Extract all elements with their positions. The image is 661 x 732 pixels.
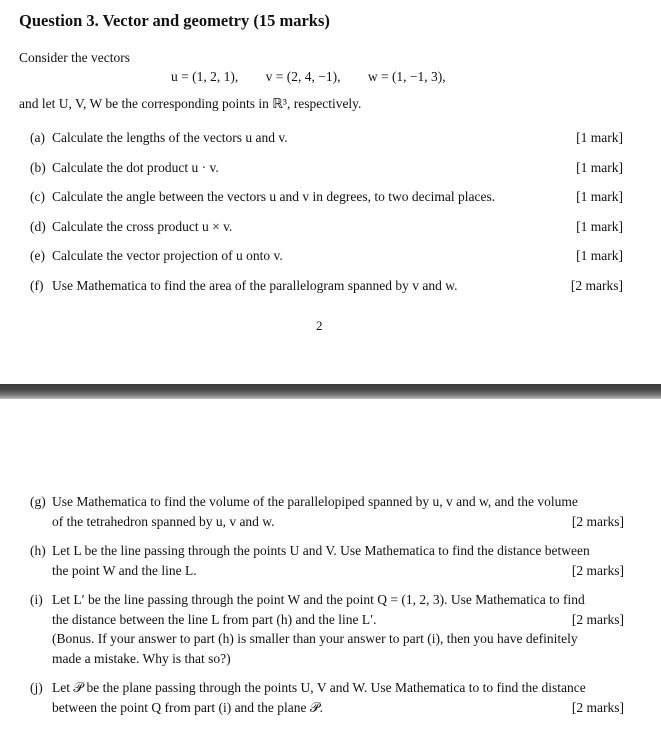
part-g-line-2: of the tetrahedron spanned by u, v and w. xyxy=(52,513,275,529)
part-d-text: Calculate the cross product u × v. xyxy=(52,219,233,234)
question-title: Question 3. Vector and geometry (15 marks) xyxy=(19,11,330,30)
part-d-marks: [1 mark] xyxy=(576,219,623,234)
part-h xyxy=(30,541,624,580)
part-j-line-1: Let 𝒫 be the plane passing through the points U, V and W. Use Mathematica to to find the distance xyxy=(52,680,586,695)
part-c-text: Calculate the angle between the vectors u and v in degrees, to two decimal places. xyxy=(52,189,496,204)
part-b-label: (b) xyxy=(30,160,46,175)
part-a-label: (a) xyxy=(30,130,45,145)
part-f-label: (f) xyxy=(30,278,44,293)
part-i xyxy=(30,590,624,668)
part-i-line-1: Let L′ be the line passing through the point W and the point Q = (1, 2, 3). Use Mathematica to find xyxy=(52,592,585,607)
part-g-line-1: Use Mathematica to find the volume of the parallelopiped spanned by u, v and w, and the volume xyxy=(52,494,578,509)
part-b-text: Calculate the dot product u · v. xyxy=(52,160,219,175)
points-text: and let U, V, W be the corresponding points in ℝ³, respectively. xyxy=(19,96,362,111)
part-e-marks: [1 mark] xyxy=(576,248,623,263)
part-d-label: (d) xyxy=(30,219,46,234)
part-j-label: (j) xyxy=(30,680,43,695)
vector-definitions xyxy=(171,69,446,85)
part-c-label: (c) xyxy=(30,189,45,204)
intro-text: Consider the vectors xyxy=(19,50,130,65)
part-f-marks: [2 marks] xyxy=(570,278,623,293)
part-f-text: Use Mathematica to find the area of the parallelogram spanned by v and w. xyxy=(52,278,458,293)
part-g xyxy=(30,492,624,531)
part-h-line-2: the point W and the line L. xyxy=(52,562,197,578)
part-e-text: Calculate the vector projection of u onto v. xyxy=(52,248,283,263)
part-a-marks: [1 mark] xyxy=(576,130,623,145)
part-a-text: Calculate the lengths of the vectors u and v. xyxy=(52,130,288,145)
part-j xyxy=(30,678,624,717)
page-divider xyxy=(0,384,661,399)
part-h-marks: [2 marks] xyxy=(571,562,624,578)
part-j-marks: [2 marks] xyxy=(571,699,624,715)
part-b-marks: [1 mark] xyxy=(576,160,623,175)
part-i-line-3: (Bonus. If your answer to part (h) is smaller than your answer to part (i), then you have definitely xyxy=(52,631,578,646)
part-j-line-2: between the point Q from part (i) and the plane 𝒫. xyxy=(52,699,324,715)
part-h-label: (h) xyxy=(30,543,46,558)
part-e-label: (e) xyxy=(30,248,45,263)
page-number: 2 xyxy=(316,318,323,333)
vector-w: w = (1, −1, 3), xyxy=(367,69,446,84)
part-g-marks: [2 marks] xyxy=(571,513,624,529)
part-g-label: (g) xyxy=(30,494,46,509)
part-i-line-4: made a mistake. Why is that so?) xyxy=(52,650,231,666)
document-page-2 xyxy=(0,399,661,732)
part-c-marks: [1 mark] xyxy=(576,189,623,204)
part-i-marks: [2 marks] xyxy=(571,611,624,627)
vector-v: v = (2, 4, −1), xyxy=(265,69,341,84)
part-i-line-2: the distance between the line L from part (h) and the line L′. xyxy=(52,611,377,627)
part-h-line-1: Let L be the line passing through the points U and V. Use Mathematica to find the distance between xyxy=(52,543,590,558)
part-i-label: (i) xyxy=(30,592,43,607)
vector-u: u = (1, 2, 1), xyxy=(171,69,239,84)
